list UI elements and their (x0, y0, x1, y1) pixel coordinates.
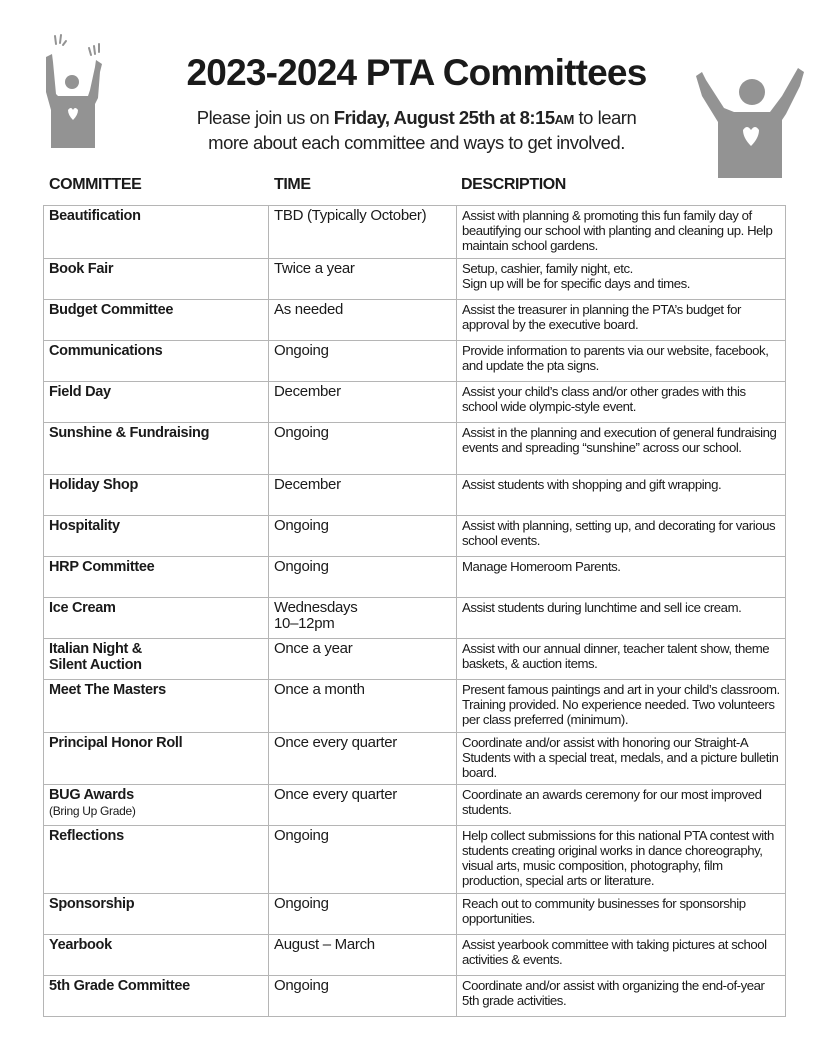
committee-name (44, 680, 269, 733)
committee-time (269, 976, 457, 1017)
committee-time-text: Ongoing (274, 827, 329, 844)
committee-description-text: Assist your child’s class and/or other grades with this school wide olympic-style event. (462, 384, 746, 414)
committee-time (269, 382, 457, 423)
committee-time-text: Ongoing (274, 977, 329, 994)
table-row (44, 894, 786, 935)
table-row (44, 976, 786, 1017)
committee-description-text: Coordinate an awards ceremony for our most improved students. (462, 787, 762, 817)
committee-time (269, 557, 457, 598)
committee-name-text: 5th Grade Committee (49, 978, 190, 994)
event-datetime: Friday, August 25th at 8:15 (333, 107, 555, 128)
committee-time-text: Twice a year (274, 260, 355, 277)
committee-description-text: Assist students with shopping and gift wrapping. (462, 477, 722, 492)
committee-time (269, 206, 457, 259)
committee-time (269, 935, 457, 976)
committee-time-text: Once every quarter (274, 734, 397, 751)
committee-time (269, 894, 457, 935)
committee-name-text: Hospitality (49, 518, 120, 534)
committee-name-text: Budget Committee (49, 302, 174, 318)
table-row (44, 206, 786, 259)
committee-name-text: Sunshine & Fundraising (49, 425, 210, 441)
committee-description-text: Manage Homeroom Parents. (462, 559, 621, 574)
committee-name-text: Communications (49, 343, 163, 359)
committee-time-text: As needed (274, 301, 344, 318)
committee-name-text: Meet The Masters (49, 682, 166, 698)
committee-description-text: Assist with planning & promoting this fun family day of beautifying our school with planting and cleaning up. Help maintain school gardens. (462, 208, 773, 253)
table-row (44, 382, 786, 423)
committee-description (457, 423, 786, 475)
subtitle-line2: more about each committee and ways to get involved. (208, 132, 625, 153)
page-title: 2023-2024 PTA Committees (186, 52, 647, 93)
table-row (44, 516, 786, 557)
event-am: AM (554, 112, 574, 127)
committee-description (457, 826, 786, 894)
table-row (44, 300, 786, 341)
committee-description-text: Assist yearbook committee with taking pictures at school activities & events. (462, 937, 767, 967)
table-row (44, 639, 786, 680)
committee-name-text: Italian Night & Silent Auction (49, 641, 142, 673)
committee-name (44, 598, 269, 639)
committee-time (269, 300, 457, 341)
committee-name-text: Beautification (49, 208, 141, 224)
committee-time-text: Ongoing (274, 424, 329, 441)
committee-name-text: Book Fair (49, 261, 114, 277)
committee-name (44, 894, 269, 935)
committee-description (457, 680, 786, 733)
committee-name (44, 341, 269, 382)
subtitle-text: Please join us on (196, 107, 334, 128)
committee-time (269, 639, 457, 680)
committee-description (457, 598, 786, 639)
committee-name (44, 382, 269, 423)
committee-description-text: Coordinate and/or assist with organizing the end-of-year 5th grade activities. (462, 978, 765, 1008)
committee-name-text: Principal Honor Roll (49, 735, 183, 751)
committee-description (457, 516, 786, 557)
table-row (44, 733, 786, 785)
committee-description (457, 259, 786, 300)
committee-description (457, 935, 786, 976)
committee-name-text: Yearbook (49, 937, 112, 953)
committee-time-text: Once a year (274, 640, 353, 657)
table-row (44, 341, 786, 382)
committee-time (269, 826, 457, 894)
committee-name (44, 516, 269, 557)
committee-name-text: Holiday Shop (49, 477, 139, 493)
committee-time-text: Ongoing (274, 895, 329, 912)
committee-time-text: Ongoing (274, 342, 329, 359)
committee-name (44, 935, 269, 976)
committee-name-text: Sponsorship (49, 896, 135, 912)
committee-time (269, 733, 457, 785)
committee-description (457, 639, 786, 680)
committee-name (44, 733, 269, 785)
table-row (44, 423, 786, 475)
committee-description-text: Coordinate and/or assist with honoring our Straight-A Students with a special treat, medals, and a picture bulletin board. (462, 735, 779, 780)
committee-description (457, 557, 786, 598)
table-row (44, 935, 786, 976)
committee-name-text: BUG Awards (49, 787, 134, 803)
committee-time (269, 259, 457, 300)
column-header-description: DESCRIPTION (461, 176, 566, 193)
committee-name-text: Reflections (49, 828, 124, 844)
table-row (44, 680, 786, 733)
committee-time-text: Once a month (274, 681, 365, 698)
committee-description-text: Provide information to parents via our website, facebook, and update the pta signs. (462, 343, 769, 373)
committee-time (269, 423, 457, 475)
committee-note: (Bring Up Grade) (49, 804, 136, 818)
committee-description (457, 206, 786, 259)
committee-time-text: December (274, 383, 341, 400)
committee-name (44, 259, 269, 300)
committee-description-text: Setup, cashier, family night, etc. Sign up will be for specific days and times. (462, 261, 690, 291)
subtitle (0, 106, 833, 154)
committee-description (457, 382, 786, 423)
committee-description-text: Assist the treasurer in planning the PTA’s budget for approval by the executive board. (462, 302, 741, 332)
committee-time-text: Ongoing (274, 517, 329, 534)
table-row (44, 785, 786, 826)
committee-name (44, 300, 269, 341)
committee-name (44, 785, 269, 826)
committee-time (269, 785, 457, 826)
committee-name (44, 475, 269, 516)
committee-description (457, 300, 786, 341)
committee-description (457, 894, 786, 935)
committee-description-text: Present famous paintings and art in your child’s classroom. Training provided. No experience needed. Two volunteers per class preferred (minimum). (462, 682, 780, 727)
committee-name (44, 557, 269, 598)
committee-time-text: Ongoing (274, 558, 329, 575)
committee-time-text: TBD (Typically October) (274, 207, 427, 224)
committee-name (44, 206, 269, 259)
committee-time-text: August – March (274, 936, 375, 953)
committee-description (457, 341, 786, 382)
table-row (44, 475, 786, 516)
committee-name (44, 826, 269, 894)
committee-description (457, 475, 786, 516)
committee-description-text: Assist with planning, setting up, and decorating for various school events. (462, 518, 776, 548)
table-row (44, 826, 786, 894)
committee-time (269, 680, 457, 733)
subtitle-text: to learn (573, 107, 637, 128)
column-header-time: TIME (274, 176, 311, 193)
committee-description-text: Assist in the planning and execution of general fundraising events and spreading “sunshine” across our school. (462, 425, 777, 455)
committee-description (457, 785, 786, 826)
committee-time (269, 516, 457, 557)
committee-name (44, 976, 269, 1017)
committee-description-text: Assist with our annual dinner, teacher talent show, theme baskets, & auction items. (462, 641, 770, 671)
committee-description-text: Reach out to community businesses for sponsorship opportunities. (462, 896, 746, 926)
committee-description-text: Assist students during lunchtime and sell ice cream. (462, 600, 742, 615)
committee-name (44, 639, 269, 680)
table-row (44, 598, 786, 639)
committee-name-text: HRP Committee (49, 559, 155, 575)
committee-name-text: Field Day (49, 384, 111, 400)
committee-description-text: Help collect submissions for this national PTA contest with students creating original works in dance choreography, visual arts, music composition, photography, film production, special arts or literature. (462, 828, 774, 888)
committee-name-text: Ice Cream (49, 600, 116, 616)
committee-description (457, 733, 786, 785)
committee-time (269, 341, 457, 382)
column-header-committee: COMMITTEE (49, 176, 142, 193)
table-row (44, 557, 786, 598)
committee-time-text: December (274, 476, 341, 493)
committee-time (269, 475, 457, 516)
table-row (44, 259, 786, 300)
committee-description (457, 976, 786, 1017)
committees-table (43, 205, 786, 1017)
committee-name (44, 423, 269, 475)
committee-time-text: Once every quarter (274, 786, 397, 803)
committee-time-text: Wednesdays 10–12pm (274, 599, 358, 632)
committee-time (269, 598, 457, 639)
